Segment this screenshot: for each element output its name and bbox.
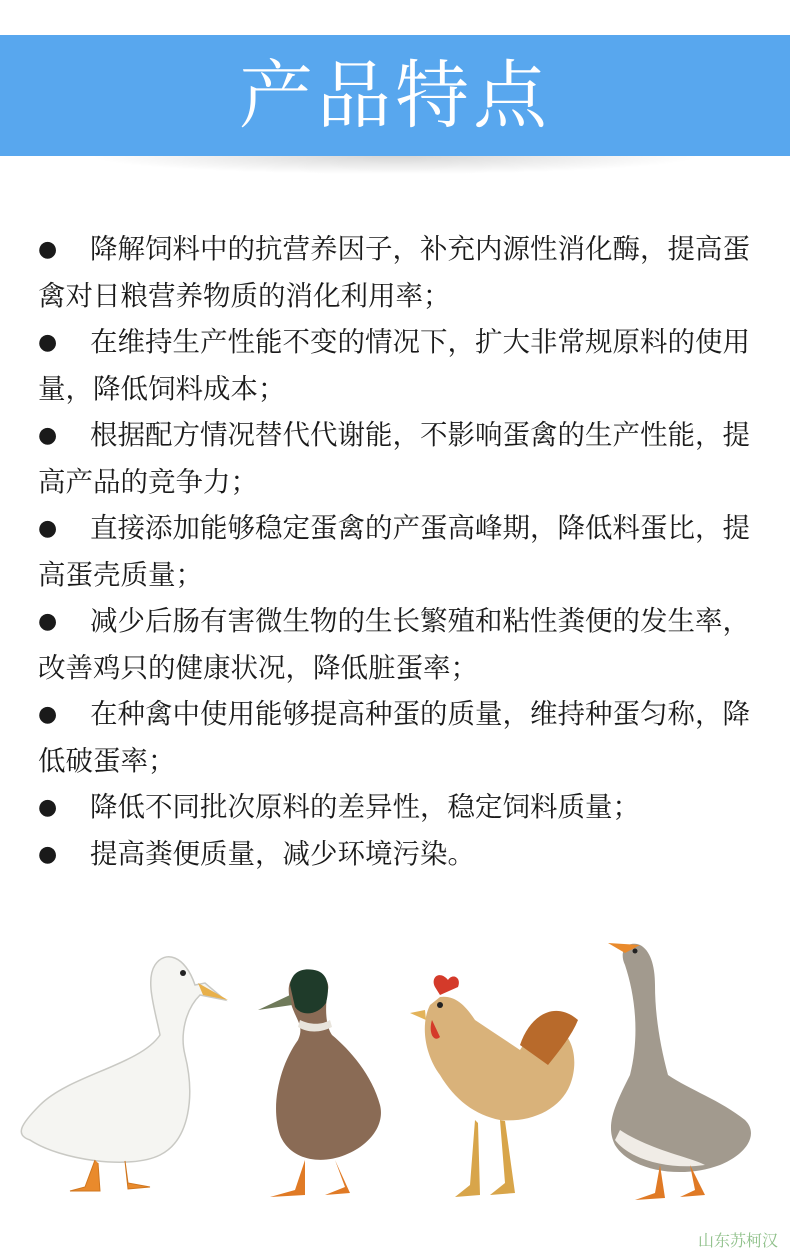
- bullet-icon: ●: [38, 330, 58, 355]
- poultry-illustration: [0, 925, 790, 1225]
- mallard-duck-icon: [258, 969, 381, 1197]
- feature-item: [38, 784, 750, 831]
- feature-text: 在种禽中使用能够提高种蛋的质量，维持种蛋匀称，降低破蛋率；: [38, 698, 750, 777]
- rooster-icon: [410, 975, 578, 1197]
- watermark: 山东苏柯汉: [697, 1231, 778, 1250]
- feature-item: [38, 412, 750, 505]
- feature-text: 降解饲料中的抗营养因子，补充内源性消化酶，提高蛋禽对日粮营养物质的消化利用率；: [38, 233, 750, 312]
- feature-text: 根据配方情况替代代谢能，不影响蛋禽的生产性能，提高产品的竞争力；: [38, 419, 750, 498]
- page-title: 产品特点: [239, 52, 551, 139]
- goose-icon: [608, 943, 751, 1200]
- feature-text: 减少后肠有害微生物的生长繁殖和粘性粪便的发生率，改善鸡只的健康状况，降低脏蛋率；: [38, 605, 750, 684]
- bullet-icon: ●: [38, 842, 58, 867]
- feature-text: 直接添加能够稳定蛋禽的产蛋高峰期，降低料蛋比，提高蛋壳质量；: [38, 512, 750, 591]
- feature-text: 在维持生产性能不变的情况下，扩大非常规原料的使用量，降低饲料成本；: [38, 326, 750, 405]
- feature-item: [38, 598, 750, 691]
- feature-text: 降低不同批次原料的差异性，稳定饲料质量；: [90, 791, 640, 823]
- bullet-icon: ●: [38, 609, 58, 634]
- feature-item: [38, 831, 750, 878]
- white-duck-icon: [21, 957, 228, 1191]
- bullet-icon: ●: [38, 423, 58, 448]
- title-banner: [0, 35, 790, 156]
- feature-list: [38, 226, 750, 878]
- feature-text: 提高粪便质量，减少环境污染。: [90, 838, 475, 870]
- bullet-icon: ●: [38, 237, 58, 262]
- feature-item: [38, 226, 750, 319]
- feature-item: [38, 319, 750, 412]
- feature-item: [38, 505, 750, 598]
- bullet-icon: ●: [38, 516, 58, 541]
- banner-shadow: [0, 156, 790, 182]
- feature-item: [38, 691, 750, 784]
- bullet-icon: ●: [38, 702, 58, 727]
- bullet-icon: ●: [38, 795, 58, 820]
